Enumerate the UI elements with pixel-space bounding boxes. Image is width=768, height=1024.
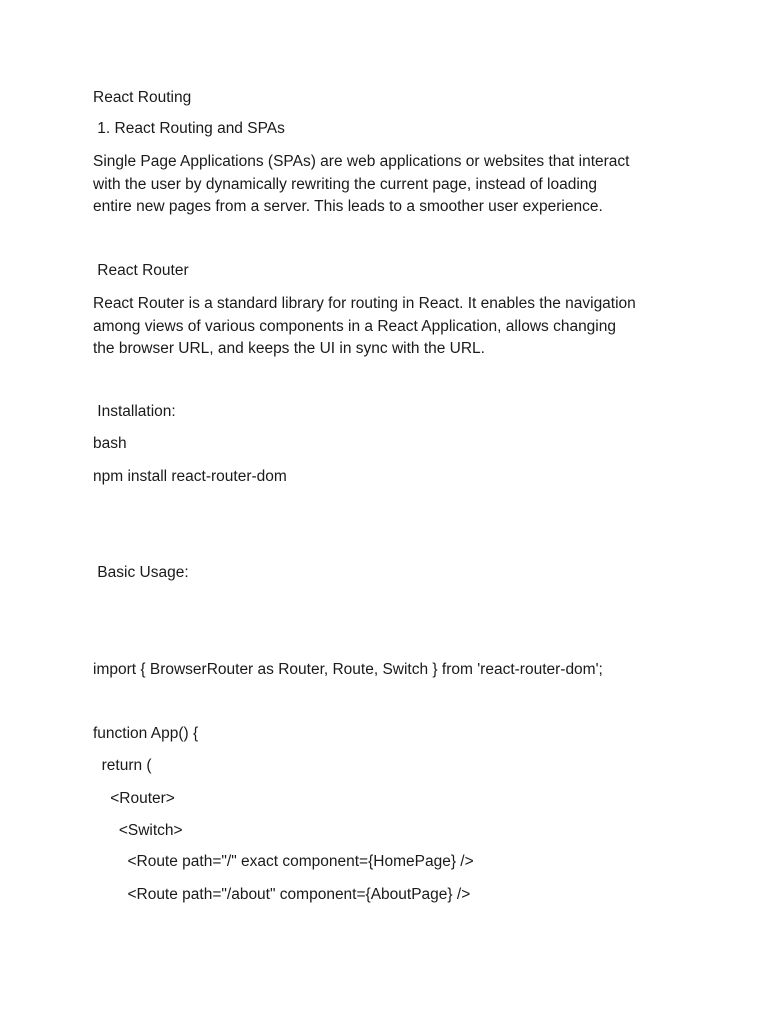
- spa-paragraph-line: with the user by dynamically rewriting the current page, instead of loading: [93, 175, 598, 193]
- react-router-paragraph: [93, 293, 683, 361]
- spa-paragraph: [93, 151, 683, 219]
- install-command: npm install react-router-dom: [93, 468, 287, 485]
- spa-paragraph-line: entire new pages from a server. This leads to a smoother user experience.: [93, 198, 603, 216]
- spa-paragraph-line: Single Page Applications (SPAs) are web applications or websites that interact: [93, 153, 630, 170]
- react-router-paragraph-line: the browser URL, and keeps the UI in sync with the URL.: [93, 340, 485, 358]
- code-function-line: function App() {: [93, 725, 199, 742]
- document-title: React Routing: [93, 89, 192, 106]
- react-router-paragraph-line: React Router is a standard library for routing in React. It enables the navigation: [93, 295, 636, 312]
- section-heading-react-router: React Router: [93, 262, 189, 279]
- code-return-line: return (: [93, 757, 152, 774]
- section-heading-installation: Installation:: [93, 403, 176, 420]
- bash-label: bash: [93, 435, 127, 452]
- code-router-open: <Router>: [93, 790, 175, 807]
- code-route-about: <Route path="/about" component={AboutPage} />: [93, 886, 471, 903]
- code-route-home: <Route path="/" exact component={HomePage} />: [93, 853, 474, 870]
- section-heading-spa: 1. React Routing and SPAs: [93, 120, 285, 137]
- code-switch-open: <Switch>: [93, 822, 183, 839]
- code-import-line: import { BrowserRouter as Router, Route, Switch } from 'react-router-dom';: [93, 661, 603, 678]
- react-router-paragraph-line: among views of various components in a React Application, allows changing: [93, 317, 616, 335]
- section-heading-basic-usage: Basic Usage:: [93, 564, 189, 581]
